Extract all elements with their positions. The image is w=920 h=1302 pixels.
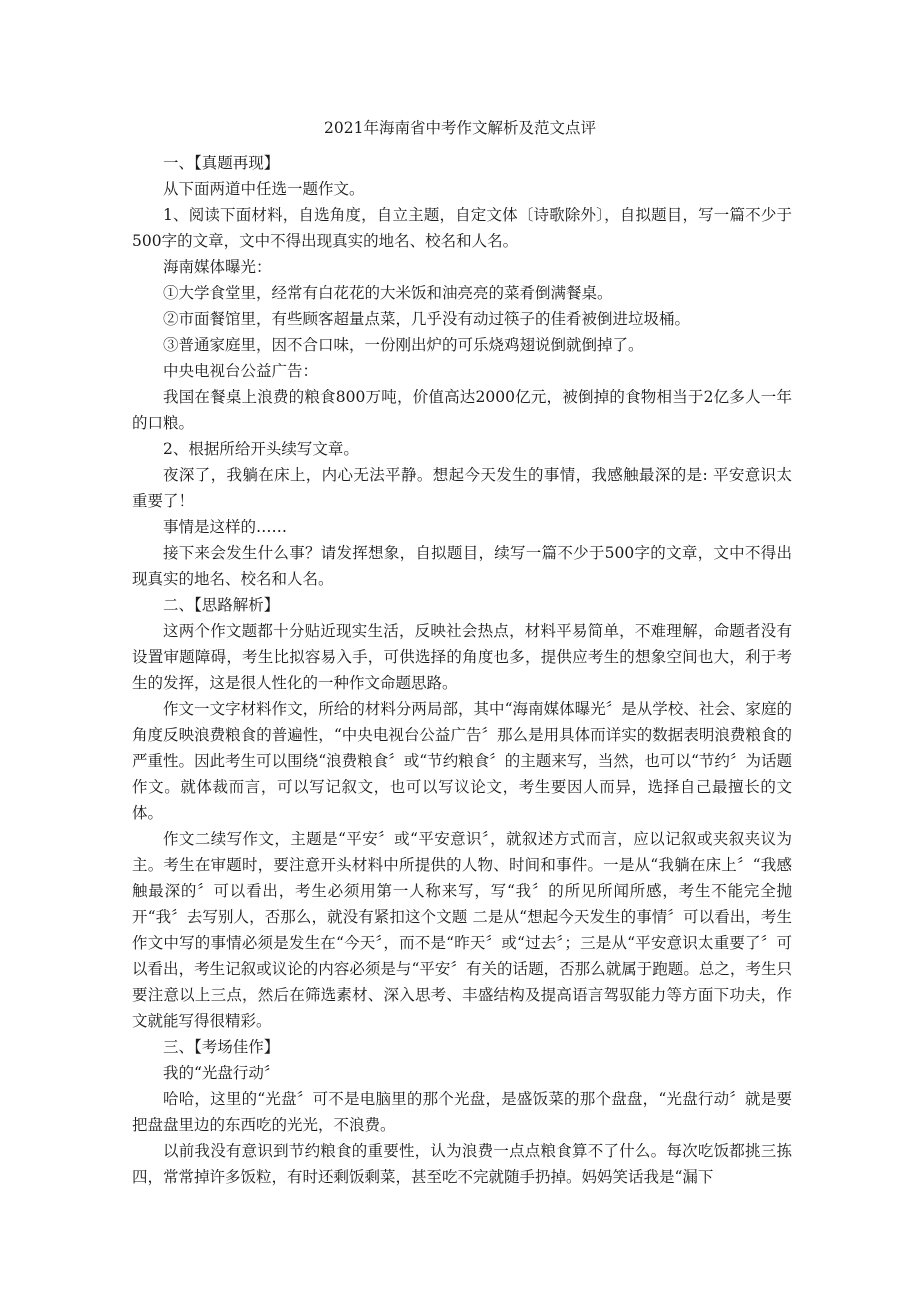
section-heading: 一、【真题再现】 <box>163 154 280 172</box>
paragraph: 1、阅读下面材料，自选角度，自立主题，自定文体〔诗歌除外〕，自拟题目，写一篇不少于500字的文章，文中不得出现真实的地名、校名和人名。 <box>132 206 792 250</box>
paragraph: 海南媒体曝光： <box>163 258 272 276</box>
paragraph: 接下来会发生什么事？请发挥想象，自拟题目，续写一篇不少于500字的文章，文中不得出现真实的地名、校名和人名。 <box>132 544 792 588</box>
paragraph: ①大学食堂里，经常有白花花的大米饭和油亮亮的菜肴倒满餐桌。 <box>163 284 613 302</box>
essay-title: 我的“光盘行动〞 <box>163 1064 280 1082</box>
paragraph: 作文一文字材料作文，所给的材料分两局部，其中“海南媒体曝光〞是从学校、社会、家庭的角度反映浪费粮食的普遍性，“中央电视台公益广告〞那么是用具体而详实的数据表明浪费粮食的严重性。因此考生可以围绕“浪费粮食〞或“节约粮食〞的主题来写，当然，也可以“节约〞为话题作文。就体裁而言，可以写记叙文，也可以写议论文，考生要因人而异，选择自己最擅长的文体。 <box>132 700 792 822</box>
paragraph: 从下面两道中任选一题作文。 <box>163 180 365 198</box>
document-title: 2021年海南省中考作文解析及范文点评 <box>324 119 596 137</box>
paragraph: 中央电视台公益广告： <box>163 362 319 380</box>
paragraph: ③普通家庭里，因不合口味，一份刚出炉的可乐烧鸡翅说倒就倒掉了。 <box>163 336 644 354</box>
paragraph: 夜深了，我躺在床上，内心无法平静。想起今天发生的事情，我感触最深的是: 平安意识太重要了！ <box>132 466 792 510</box>
paragraph: 哈哈，这里的“光盘〞可不是电脑里的那个光盘，是盛饭菜的那个盘盘，“光盘行动〞就是要把盘盘里边的东西吃的光光，不浪费。 <box>132 1090 792 1134</box>
paragraph: ②市面餐馆里，有些顾客超量点菜，几乎没有动过筷子的佳肴被倒进垃圾桶。 <box>163 310 691 328</box>
section-heading: 二、【思路解析】 <box>163 596 280 614</box>
paragraph: 以前我没有意识到节约粮食的重要性，认为浪费一点点粮食算不了什么。每次吃饭都挑三拣四，常常掉许多饭粒，有时还剩饭剩菜，甚至吃不完就随手扔掉。妈妈笑话我是“漏下 <box>132 1142 792 1186</box>
paragraph: 这两个作文题都十分贴近现实生活，反映社会热点，材料平易简单，不难理解，命题者没有设置审题障碍，考生比拟容易入手，可供选择的角度也多，提供应考生的想象空间也大，利于考生的发挥，这是很人性化的一种作文命题思路。 <box>132 622 792 692</box>
section-heading: 三、【考场佳作】 <box>163 1038 280 1056</box>
paragraph: 作文二续写作文，主题是“平安〞或“平安意识〞，就叙述方式而言，应以记叙或夹叙夹议为主。考生在审题时，要注意开头材料中所提供的人物、时间和事件。一是从“我躺在床上〞“我感触最深的〞可以看出，考生必须用第一人称来写，写“我〞的所见所闻所感，考生不能完全抛开“我〞去写别人，否那么，就没有紧扣这个文题 二是从“想起今天发生的事情〞可以看出，考生作文中写的事情必须是发生在“今天〞，而不是“昨天〞或“过去〞；三是从“平安意识太重要了〞可以看出，考生记叙或议论的内容必须是与“平安〞有关的话题，否那么就属于跑题。总之，考生只要注意以上三点，然后在筛选素材、深入思考、丰盛结构及提高语言驾驭能力等方面下功夫，作文就能写得很精彩。 <box>132 830 792 1030</box>
paragraph: 事情是这样的…… <box>163 518 288 536</box>
document-body <box>132 150 792 1190</box>
paragraph: 我国在餐桌上浪费的粮食800万吨，价值高达2000亿元，被倒掉的食物相当于2亿多人一年的口粮。 <box>132 388 792 432</box>
paragraph: 2、根据所给开头续写文章。 <box>163 440 359 458</box>
